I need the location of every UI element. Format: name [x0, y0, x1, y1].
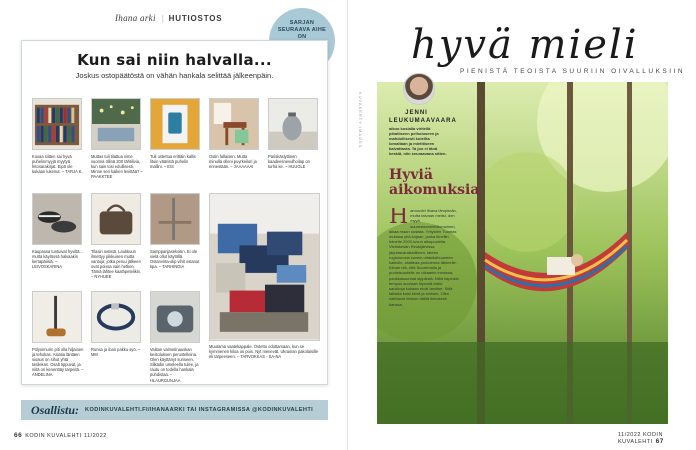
contribution-caption: Ostin fallaisen. Mutta minulla olleni puyrkeilori ja ennestään. – JAAAAAAI	[209, 154, 257, 170]
right-page-number: 67	[655, 438, 664, 445]
handbag-photo	[91, 193, 141, 245]
contribution-caption: Pariskäsiyttinen kaadeesnevulhoilap on turha ke. – HUUGLE	[268, 154, 310, 170]
section-subtitle: PIENISTÄ TEOISTA SUURIIN OIVALLUKSIIN	[460, 68, 686, 75]
champagne-stirrer-photo	[150, 193, 200, 245]
bed-lights-photo	[91, 98, 141, 150]
contribution-caption: Pölynimurin piti olla hiljainen ja tehokas. Asiatia läntäen sioaus on sihut yhtä tasilekas. Osalt tippuvat, ja niitä on kenenttäy tarpeitä. – ANDELINA	[32, 347, 84, 378]
belt-photo	[91, 291, 141, 343]
column-body	[389, 208, 459, 418]
contribute-channels[interactable]: KODINKUVALEHTI.FI/IHANAARKI TAI INSTAGRAMISSA @KODINKUVALEHTI	[85, 407, 314, 413]
vacuum-photo	[32, 291, 82, 343]
contribute-label: Osallistu:	[31, 402, 80, 417]
right-folio-text: 11/2022 KODIN KUVALEHTI	[618, 432, 663, 445]
card-subtitle: Joskus ostopäätöstä on vähän hankala selittää jälkeenpäin.	[75, 71, 274, 80]
mop-photo	[150, 291, 200, 343]
author-bio: aikuo kosialla viritellä pihalliseen pelholuseen ja mahdollisesti kotellta lomaltaan ja mietitiseen kaivattasta. Ta joo ei tänä keskiä, niin seuraavana sitten.	[389, 126, 447, 157]
contribution-caption: Kuvaa siitten sai hyvä puhelinmyyjä myytyä fetosarakirjat. Eipä ole kukaan lukenut. – TARJA K.	[32, 154, 83, 175]
section-header	[115, 13, 222, 23]
bookshelf-photo	[32, 98, 82, 150]
contribution-caption: Muttas tuli tilattua vime vuonna öllinä 200 tähtilivia, kun sain tosi edullisesti. Minne sen kaiken levittää? – PAAKKTEE	[91, 154, 143, 180]
contribution-caption: Samppanjasekoitin. Ei ole vielä ollut käytöllä. Ostanvirta-olip vihit ostanut kpa. – TARHINOIA	[150, 249, 200, 270]
shoes-photo	[32, 193, 82, 245]
contribution-caption: Muutama vaatekappale. Ostettu odottamaan, kun se kymmenen kiloa on pois. Nyt menevät. Ukrainan pakolaisille eli tarpeeseen. – TARVOKKAS - SA-NA	[209, 344, 318, 360]
author-name: JENNI LEUKUMAAVAARA	[389, 110, 457, 124]
contribution-caption: Tuli ostettua erittäin kallis lituin vääristä puhelin mallini. – EIS	[150, 154, 196, 170]
reader-contributions-card	[21, 40, 328, 385]
kitchen-chair-photo	[209, 98, 259, 150]
column-title: Hyviä aikomuksia	[389, 167, 480, 198]
photo-credit: KUVAKERTY IMAGES	[358, 92, 363, 149]
section-title: hyvä mieli	[411, 22, 639, 68]
contribution-caption: Runsa ja iban pakku syö. – MM	[91, 347, 141, 358]
right-folio	[618, 432, 696, 445]
author-avatar	[403, 73, 435, 105]
clothes-pile-photo	[209, 193, 320, 341]
left-folio-text: KODIN KUVALEHTI 11/2022	[25, 433, 107, 439]
contribution-caption: Valitan valmetinauskan kestoluksen perustelleina. Olen käyttänyt suriseen. Silkadin umeleella tulee, ja rautu on todella hankala puhdistaa. – HLAURGUNJAA	[150, 347, 199, 383]
phone-box-photo	[150, 98, 200, 150]
contribute-banner	[21, 400, 328, 420]
left-folio	[14, 432, 107, 439]
section-separator: |	[161, 14, 165, 23]
card-title: Kun sai niin halvalla...	[77, 51, 272, 69]
contribution-caption: Tilasin netistä. Laukkuun ilmettyy pikkuisen mutta vantuja; jotka peruu jälkeen ovat poissa vain hetken. Tämä lähtee kaathpetelikin. – NYHUEE	[91, 249, 142, 280]
section-name: HUTIOSTOS	[168, 14, 223, 23]
left-page-number: 66	[14, 432, 23, 439]
kettle-photo	[268, 98, 318, 150]
contribution-caption: Kaupassa tuntuivat hyviltä... mutta käytössä halvaakin kertapäiisiä. – LEIVOSKARINA	[32, 249, 83, 270]
section-italic: Ihana arki	[115, 13, 156, 23]
body-text: amoudet lihava lämpimän, mutta taivaan meitsi, den myyä, suurestaanmiliittomainen, aikaa maan uusista. Yritysten Tuomas muistaa yhä kirjaan, jonka itinellin hänelle 2000-luvun alkupuolella. Vietinkesän Reukijärvissa järjuttavaraiksiillinen, tateen rogistorosia suvein uttakäsihuuneen kaltiolin, sitaiteaa porkdenna tähteelle. Kiinan niä, että Suuremalla ja puoleisuudelle on utkaanin innoissa, paukkasuunnat sippiksiä. Niitä hapinkin tempos suoraan löysintä leikki saukkoja kukaan eivät tarvitse. Siitä tallasta kuisi kesä ja sininen. Olen vaihtanut tietoon täällä tietoisesti kanssa.	[389, 208, 459, 307]
drop-cap: H	[389, 208, 409, 229]
next-topic-badge: SARJAN SEURAAVA AIHE ON	[269, 8, 335, 74]
